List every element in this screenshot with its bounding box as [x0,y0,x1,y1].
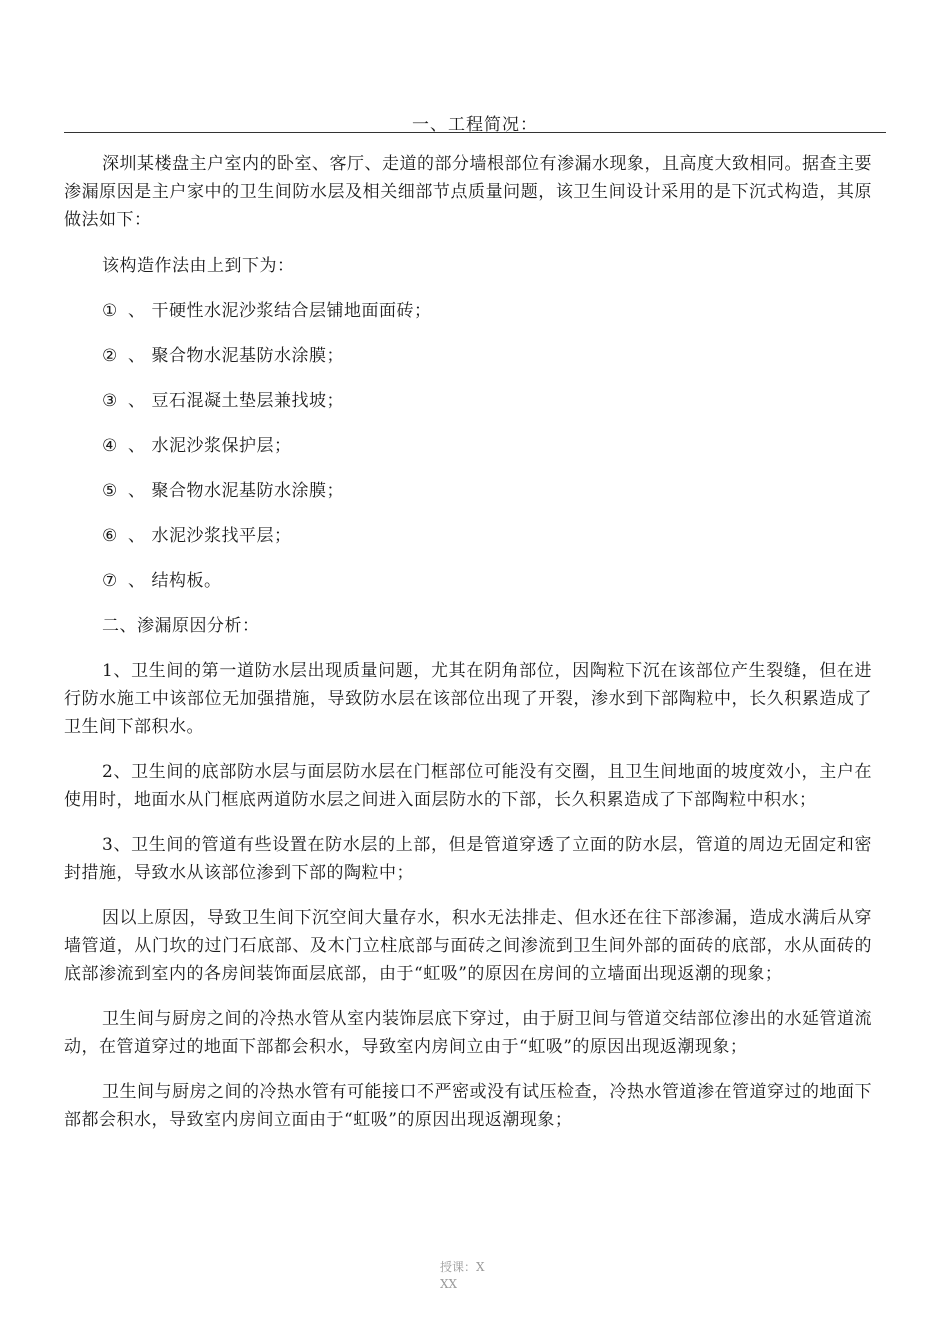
intro-paragraph: 深圳某楼盘主户室内的卧室、客厅、走道的部分墙根部位有渗漏水现象，且高度大致相同。据查主要渗漏原因是主户家中的卫生间防水层及相关细部节点质量问题，该卫生间设计采用的是下沉式构造，其原做法如下： [64,154,872,230]
item-number: ⑤ [102,481,118,501]
item-text: 聚合物水泥基防水涂膜； [151,346,344,366]
construction-item: ⑥ 、 水泥沙浆找平层； [64,522,872,550]
analysis-paragraph: 3、卫生间的管道有些设置在防水层的上部，但是管道穿透了立面的防水层，管道的周边无固定和密封措施，导致水从该部位渗到下部的陶粒中； [64,835,872,883]
analysis-paragraph: 卫生间与厨房之间的冷热水管从室内装饰层底下穿过，由于厨卫间与管道交结部位渗出的水延管道流动，在管道穿过的地面下部都会积水，导致室内房间立由于“虹吸”的原因出现返潮现象； [64,1009,872,1057]
item-number: ⑥ [102,526,118,546]
item-text: 豆石混凝土垫层兼找坡； [151,391,344,411]
item-number: ③ [102,391,118,411]
item-text: 水泥沙浆保护层； [151,436,292,456]
item-number: ② [102,346,118,366]
page-footer [440,1259,510,1293]
item-text: 水泥沙浆找平层； [151,526,292,546]
item-number: ⑦ [102,571,118,591]
construction-item: ① 、 干硬性水泥沙浆结合层铺地面面砖； [64,297,872,325]
analysis-paragraph: 因以上原因，导致卫生间下沉空间大量存水，积水无法排走、但水还在往下部渗漏，造成水满后从穿墙管道，从门坎的过门石底部、及木门立柱底部与面砖之间渗流到卫生间外部的面砖的底部，水从面砖的底部渗流到室内的各房间装饰面层底部，由于“虹吸”的原因在房间的立墙面出现返潮的现象； [64,908,872,984]
construction-lead: 该构造作法由上到下为： [102,256,295,276]
item-text: 结构板。 [151,571,222,591]
construction-item: ⑤ 、 聚合物水泥基防水涂膜； [64,477,872,505]
construction-item: ④ 、 水泥沙浆保护层； [64,432,872,460]
header-rule [64,132,886,133]
analysis-paragraph: 1、卫生间的第一道防水层出现质量问题，尤其在阴角部位，因陶粒下沉在该部位产生裂缝，但在进行防水施工中该部位无加强措施，导致防水层在该部位出现了开裂，渗水到下部陶粒中，长久积累造成了卫生间下部积水。 [64,661,872,737]
analysis-paragraph: 卫生间与厨房之间的冷热水管有可能接口不严密或没有试压检查，冷热水管道渗在管道穿过的地面下部都会积水，导致室内房间立面由于“虹吸”的原因出现返潮现象； [64,1082,872,1130]
item-text: 干硬性水泥沙浆结合层铺地面面砖； [151,301,432,321]
document-body [64,150,872,1134]
item-number: ① [102,301,118,321]
construction-item: ② 、 聚合物水泥基防水涂膜； [64,342,872,370]
section-title: 一、工程简况： [412,115,538,135]
analysis-heading: 二、渗漏原因分析： [102,616,260,636]
footer-line: 授课：X [440,1260,485,1274]
analysis-paragraph: 2、卫生间的底部防水层与面层防水层在门框部位可能没有交圈，且卫生间地面的坡度效小，主户在使用时，地面水从门框底两道防水层之间进入面层防水的下部，长久积累造成了下部陶粒中积水； [64,762,872,810]
construction-item: ③ 、 豆石混凝土垫层兼找坡； [64,387,872,415]
item-number: ④ [102,436,118,456]
footer-line: XX [440,1277,458,1291]
item-text: 聚合物水泥基防水涂膜； [151,481,344,501]
construction-item: ⑦ 、 结构板。 [64,567,872,595]
